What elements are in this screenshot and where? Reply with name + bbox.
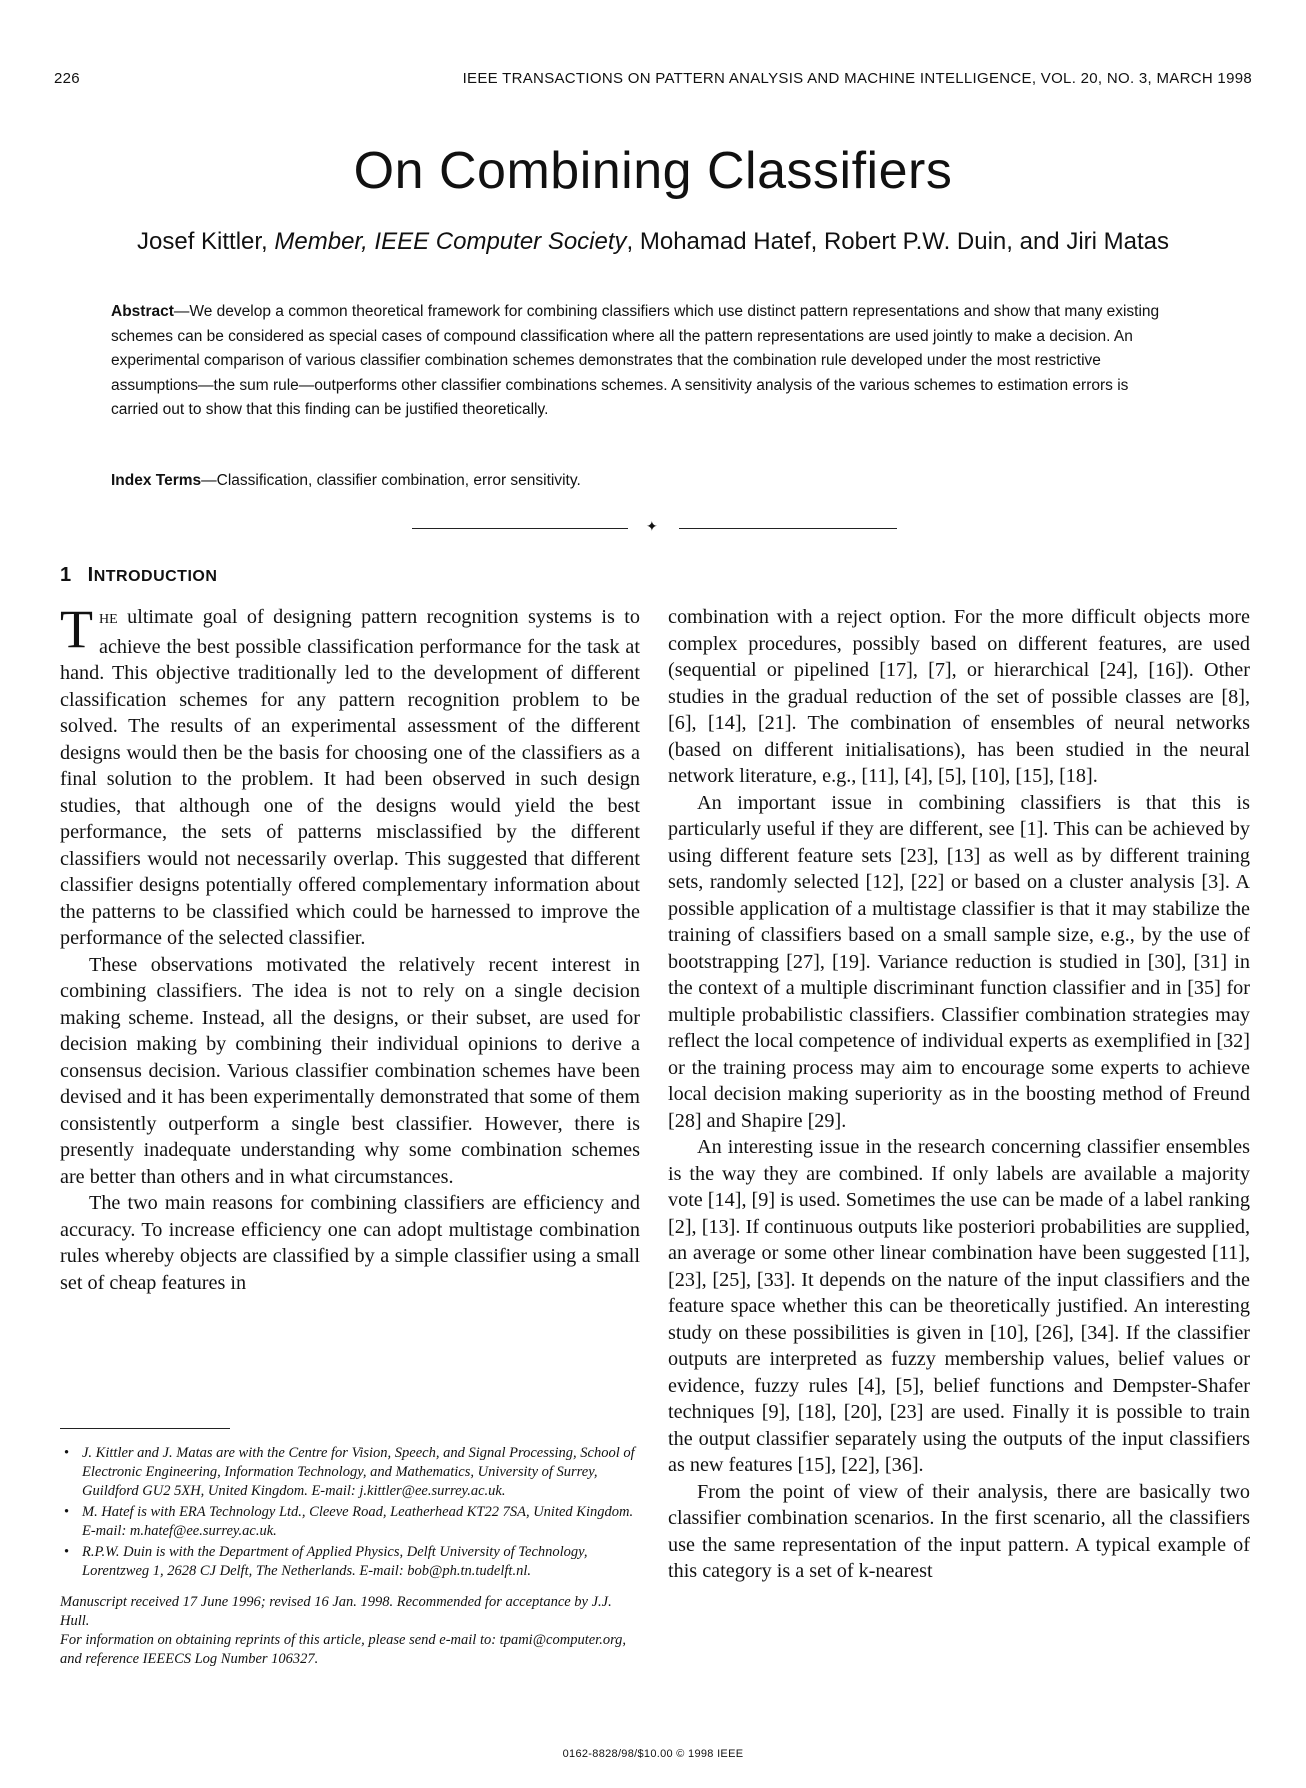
- section-title-rest: NTRODUCTION: [93, 568, 218, 585]
- bullet-icon: •: [64, 1504, 70, 1520]
- paragraph: combination with a reject option. For the more difficult objects more complex procedures, possibly based on different features, are used (sequential or pipelined [17], [7], or hierarchical [24], [16]). Other studies in the gradual reduction of the set of possible classes are [8], [6], [14], [21]. The combination of ensembles of neural networks (based on different initialisations), has been studied in the neural network literature, e.g., [11], [4], [5], [10], [15], [18].: [668, 606, 1250, 787]
- copyright-line: 0162-8828/98/$10.00 © 1998 IEEE: [562, 1748, 744, 1760]
- journal-citation: IEEE TRANSACTIONS ON PATTERN ANALYSIS AND MACHINE INTELLIGENCE, VOL. 20, NO. 3, MARCH 1998: [462, 70, 1252, 87]
- footnote-text: R.P.W. Duin is with the Department of Applied Physics, Delft University of Technology, Lorentzweg 1, 2628 CJ Delft, The Netherlands. E-mail: bob@ph.tn.tudelft.nl.: [82, 1544, 588, 1579]
- reprint-info: For information on obtaining reprints of this article, please send e-mail to: tpami@computer.org, and reference IEEECS Log Number 106327.: [60, 1632, 627, 1667]
- paragraph: An important issue in combining classifiers is that this is particularly useful if they are different, see [1]. This can be achieved by using different feature sets [23], [13] as well as by different training sets, randomly selected [12], [22] or based on a cluster analysis [3]. A possible application of a multistage classifier is that it may stabilize the training of classifiers based on a small sample size, e.g., by the use of bootstrapping [27], [19]. Variance reduction is studied in [30], [31] in the context of a multiple discriminant function classifier and in [35] for multiple probabilistic classifiers. Classifier combination strategies may reflect the local competence of individual experts as exemplified in [32] or the training process may aim to encourage some experts to achieve local decision making superiority as in the boosting method of Freund [28] and Shapire [29].: [668, 791, 1250, 1132]
- paragraph: The two main reasons for combining classifiers are efficiency and accuracy. To increase efficiency one can adopt multistage combination rules whereby objects are classified by a simple classifier using a small set of cheap features in: [60, 1192, 640, 1294]
- paper-title: On Combining Classifiers: [353, 142, 953, 200]
- diamond-icon: ✦: [646, 520, 658, 535]
- section-separator: [0, 519, 1306, 539]
- manuscript-received: Manuscript received 17 June 1996; revised 16 Jan. 1998. Recommended for acceptance by J.J. Hull.: [60, 1594, 612, 1629]
- page-number: 226: [54, 70, 80, 87]
- paragraph: An interesting issue in the research concerning classifier ensembles is the way they are combined. If only labels are available a majority vote [14], [9] is used. Sometimes the use can be made of a label ranking [2], [13]. If continuous outputs like posteriori probabilities are supplied, an average or some other linear combination have been suggested [11], [23], [25], [33]. It depends on the nature of the input classifiers and the feature space whether this can be theoretically justified. An interesting study on these possibilities is given in [10], [26], [34]. If the classifier outputs are interpreted as fuzzy membership values, belief values or evidence, fuzzy rules [4], [5], belief functions and Dempster-Shafer techniques [9], [18], [20], [23] are used. Finally it is possible to train the output classifier separately using the outputs of the input classifiers as new features [15], [22], [36].: [668, 1136, 1250, 1476]
- affiliation-list: [60, 1444, 640, 1581]
- bullet-icon: •: [64, 1445, 70, 1461]
- footnote-item: [60, 1503, 640, 1541]
- index-terms: [111, 472, 1164, 490]
- paragraph: [60, 599, 640, 952]
- footnote-item: [60, 1444, 640, 1501]
- footnote-text: M. Hatef is with ERA Technology Ltd., Cleeve Road, Leatherhead KT22 7SA, United Kingdom. E-mail: m.hatef@ee.surrey.ac.uk.: [82, 1504, 634, 1539]
- author-list: [0, 228, 1306, 256]
- section-title-initial: I: [87, 564, 94, 586]
- running-header: [54, 70, 1252, 90]
- index-terms-text: —Classification, classifier combination, error sensitivity.: [201, 472, 581, 489]
- footnote-item: [60, 1543, 640, 1581]
- small-caps-lead: HE: [99, 612, 118, 627]
- separator-rule-left: [412, 528, 628, 529]
- author-name: Josef Kittler,: [137, 228, 275, 255]
- bullet-icon: •: [64, 1544, 70, 1560]
- index-terms-label: Index Terms: [111, 472, 202, 489]
- section-number: 1: [60, 564, 72, 586]
- paragraph: These observations motivated the relatively recent interest in combining classifiers. The idea is not to rely on a single decision making scheme. Instead, all the designs, or their subset, are used for decision making by combining their individual opinions to derive a consensus decision. Various classifier combination schemes have been devised and it has been experimentally demonstrated that some of them consistently outperform a single best classifier. However, there is presently inadequate understanding why some combination schemes are better than others and in what circumstances.: [60, 953, 640, 1188]
- abstract-label: Abstract: [111, 303, 174, 320]
- paragraph: From the point of view of their analysis, there are basically two classifier combination scenarios. In the first scenario, all the classifiers use the same representation of the input pattern. A typical example of this category is a set of k-nearest: [668, 1480, 1250, 1582]
- paragraph-text: ultimate goal of designing pattern recognition systems is to achieve the best possible classification performance for the task at hand. This objective traditionally led to the development of different classification schemes for any pattern recognition problem to be solved. The results of an experimental assessment of the different designs would then be the basis for choosing one of the classifiers as a final solution to the problem. It had been observed in such design studies, that although one of the designs would yield the best performance, the sets of patterns misclassified by the different classifiers would not necessarily overlap. This suggested that different classifier designs potentially offered complementary information about the patterns to be classified which could be harnessed to improve the performance of the selected classifier.: [60, 606, 640, 949]
- abstract-text: —We develop a common theoretical framework for combining classifiers which use distinct pattern representations and show that many existing schemes can be considered as special cases of compound classification where all the pattern representations are used jointly to make a decision. An experimental comparison of various classifier combination schemes demonstrates that the combination rule developed under the most restrictive assumptions—the sum rule—outperforms other classifier combinations schemes. A sensitivity analysis of the various schemes to estimation errors is carried out to show that this finding can be justified theoretically.: [111, 303, 1160, 418]
- drop-cap: T: [60, 599, 93, 659]
- section-heading: [60, 564, 217, 587]
- author-affiliation: Member, IEEE Computer Society: [274, 228, 627, 255]
- right-column: [668, 604, 1250, 1585]
- footnote-text: J. Kittler and J. Matas are with the Centre for Vision, Speech, and Signal Processing, School of Electronic Engineering, Information Technology, and Mathematics, University of Surrey, Guildford GU2 5XH, United Kingdom. E-mail: j.kittler@ee.surrey.ac.uk.: [82, 1445, 635, 1499]
- separator-rule-right: [679, 528, 897, 529]
- abstract: [111, 300, 1164, 423]
- footnotes: [60, 1444, 640, 1669]
- footnote-rule: [60, 1428, 230, 1429]
- coauthor-names: , Mohamad Hatef, Robert P.W. Duin, and Jiri Matas: [626, 228, 1169, 255]
- left-column: [60, 599, 640, 1296]
